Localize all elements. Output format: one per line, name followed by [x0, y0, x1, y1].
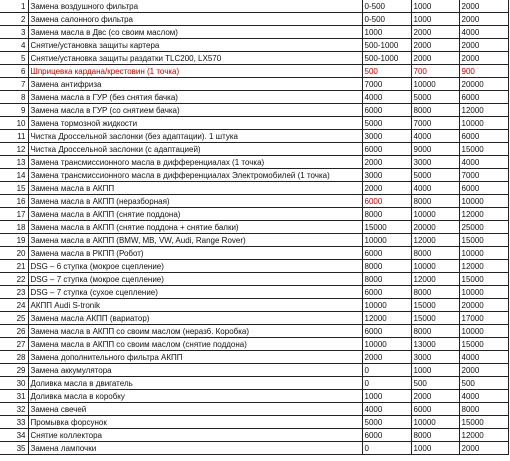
- price-3: 900: [459, 65, 508, 78]
- service-name: [28, 364, 362, 377]
- table-row: [0, 312, 508, 325]
- service-name-text: Замена масла в ГУР (со снятием бачка): [30, 105, 180, 115]
- price-1: 500-1000: [362, 39, 411, 52]
- price-2: 2000: [411, 390, 459, 403]
- service-name: [28, 182, 362, 195]
- price-3: 500: [459, 377, 508, 390]
- row-number: 23: [0, 286, 28, 299]
- price-2: 13000: [411, 338, 459, 351]
- price-2: 10000: [411, 78, 459, 91]
- price-1: 4000: [362, 403, 411, 416]
- price-3: 2000: [459, 364, 508, 377]
- service-name-text: Снятие/установка защиты раздатки TLC200, LX570: [30, 53, 222, 63]
- row-number: 13: [0, 156, 28, 169]
- price-1: 0-500: [362, 0, 411, 13]
- price-2: 1000: [411, 0, 459, 13]
- price-2: 500: [411, 377, 459, 390]
- row-number: 34: [0, 429, 28, 442]
- service-name: [28, 429, 362, 442]
- price-2: 700: [411, 65, 459, 78]
- row-number: 8: [0, 91, 28, 104]
- table-row: [0, 364, 508, 377]
- row-number: 10: [0, 117, 28, 130]
- table-row: [0, 234, 508, 247]
- service-name-text: Замена масла в ГУР (без снятия бачка): [30, 92, 178, 102]
- service-name-text: АКПП Audi S-tronik: [30, 300, 101, 310]
- table-row: [0, 130, 508, 143]
- price-1: 8000: [362, 208, 411, 221]
- row-number: 9: [0, 104, 28, 117]
- table-row: [0, 0, 508, 13]
- service-name-text: Замена масла в РКПП (Робот): [30, 248, 144, 258]
- price-3: 6000: [459, 182, 508, 195]
- service-name: [28, 91, 362, 104]
- row-number: 20: [0, 247, 28, 260]
- row-number: 31: [0, 390, 28, 403]
- price-2: 1000: [411, 13, 459, 26]
- service-name-text: DSG – 7 ступка (мокрое сцепление): [30, 274, 164, 284]
- table-row: [0, 91, 508, 104]
- price-3: 2000: [459, 39, 508, 52]
- row-number: 17: [0, 208, 28, 221]
- service-name: [28, 0, 362, 13]
- row-number: 6: [0, 65, 28, 78]
- table-row: [0, 247, 508, 260]
- table-row: [0, 195, 508, 208]
- price-2: 10000: [411, 208, 459, 221]
- price-3: 10000: [459, 247, 508, 260]
- service-note: (1 точка): [147, 66, 180, 76]
- service-name-text: Замена масла в АКПП (снятие поддона + снятие балки): [30, 222, 239, 232]
- service-name: [28, 273, 362, 286]
- service-name-text: Снятие коллектора: [30, 430, 102, 440]
- service-name: [28, 338, 362, 351]
- service-name: [28, 208, 362, 221]
- price-3: 10000: [459, 195, 508, 208]
- service-name: [28, 325, 362, 338]
- table-row: [0, 78, 508, 91]
- service-name-text: Замена масла в АКПП (неразборная): [30, 196, 170, 206]
- service-name: [28, 13, 362, 26]
- price-2: 3000: [411, 156, 459, 169]
- table-row: [0, 273, 508, 286]
- table-row: [0, 65, 508, 78]
- price-2: 9000: [411, 143, 459, 156]
- service-name-text: Доливка масла в коробку: [30, 391, 125, 401]
- service-name: [28, 390, 362, 403]
- service-name: [28, 377, 362, 390]
- price-1: 500: [362, 65, 411, 78]
- service-name-text: Замена масла в АКПП со своим маслом (снятие поддона): [30, 339, 247, 349]
- row-number: 4: [0, 39, 28, 52]
- price-1: 2000: [362, 351, 411, 364]
- price-2: 8000: [411, 104, 459, 117]
- price-3: 4000: [459, 390, 508, 403]
- price-1: 6000: [362, 286, 411, 299]
- row-number: 1: [0, 0, 28, 13]
- price-3: 12000: [459, 429, 508, 442]
- table-row: [0, 169, 508, 182]
- row-number: 27: [0, 338, 28, 351]
- service-name: [28, 299, 362, 312]
- price-3: 4000: [459, 351, 508, 364]
- price-3: 10000: [459, 325, 508, 338]
- service-name: [28, 247, 362, 260]
- price-1: 6000: [362, 247, 411, 260]
- service-name: [28, 52, 362, 65]
- service-name-text: Замена тормозной жидкости: [30, 118, 138, 128]
- price-1: 10000: [362, 234, 411, 247]
- price-1: 6000: [362, 429, 411, 442]
- service-name: [28, 260, 362, 273]
- table-row: [0, 13, 508, 26]
- price-1: 0: [362, 377, 411, 390]
- price-2: 10000: [411, 260, 459, 273]
- service-name: [28, 169, 362, 182]
- price-3: 20000: [459, 78, 508, 91]
- price-1: 0: [362, 364, 411, 377]
- price-3: 15000: [459, 273, 508, 286]
- service-name: [28, 286, 362, 299]
- row-number: 24: [0, 299, 28, 312]
- service-name-text: Замена масла в АКПП: [30, 183, 115, 193]
- service-name: [28, 65, 362, 78]
- price-3: 17000: [459, 312, 508, 325]
- price-1: 3000: [362, 169, 411, 182]
- service-name-text: DSG – 6 ступка (мокрое сцепление): [30, 261, 164, 271]
- price-1: 6000: [362, 325, 411, 338]
- service-name-text: Замена трансмиссионного масла в дифференциалах (1 точка): [30, 157, 265, 167]
- table-row: [0, 26, 508, 39]
- price-2: 3000: [411, 351, 459, 364]
- table-row: [0, 221, 508, 234]
- row-number: 5: [0, 52, 28, 65]
- table-row: [0, 117, 508, 130]
- price-2: 6000: [411, 403, 459, 416]
- row-number: 15: [0, 182, 28, 195]
- service-name: [28, 39, 362, 52]
- price-3: 2000: [459, 13, 508, 26]
- table-row: [0, 39, 508, 52]
- price-2: 10000: [411, 416, 459, 429]
- price-1: 0: [362, 442, 411, 455]
- table-row: [0, 390, 508, 403]
- service-name: [28, 143, 362, 156]
- row-number: 35: [0, 442, 28, 455]
- price-1: 5000: [362, 416, 411, 429]
- price-1: 6000: [362, 104, 411, 117]
- service-name: [28, 442, 362, 455]
- row-number: 21: [0, 260, 28, 273]
- price-2: 2000: [411, 52, 459, 65]
- row-number: 19: [0, 234, 28, 247]
- price-3: 20000: [459, 299, 508, 312]
- table-row: [0, 351, 508, 364]
- row-number: 29: [0, 364, 28, 377]
- price-2: 12000: [411, 273, 459, 286]
- service-name-text: Замена антифриза: [30, 79, 102, 89]
- price-3: 15000: [459, 338, 508, 351]
- table-row: [0, 442, 508, 455]
- row-number: 22: [0, 273, 28, 286]
- row-number: 28: [0, 351, 28, 364]
- service-name-text: Доливка масла в двигатель: [30, 378, 133, 388]
- service-name: [28, 104, 362, 117]
- price-1: 10000: [362, 299, 411, 312]
- table-row: [0, 143, 508, 156]
- service-name-text: Замена масла в АКПП (BMW, MB, VW, Audi, Range Rover): [30, 235, 246, 245]
- table-row: [0, 260, 508, 273]
- price-2: 2000: [411, 39, 459, 52]
- service-name-text: Замена аккумулятора: [30, 365, 112, 375]
- row-number: 30: [0, 377, 28, 390]
- service-name: [28, 156, 362, 169]
- service-name: [28, 416, 362, 429]
- service-name: [28, 351, 362, 364]
- price-2: 20000: [411, 221, 459, 234]
- price-2: 8000: [411, 195, 459, 208]
- table-row: [0, 52, 508, 65]
- table-row: [0, 182, 508, 195]
- table-row: [0, 403, 508, 416]
- table-row: [0, 208, 508, 221]
- price-1: 5000: [362, 117, 411, 130]
- service-name-text: Замена масла АКПП (вариатор): [30, 313, 150, 323]
- row-number: 7: [0, 78, 28, 91]
- price-3: 2000: [459, 52, 508, 65]
- service-name: [28, 403, 362, 416]
- price-1: 8000: [362, 260, 411, 273]
- price-1: 1000: [362, 26, 411, 39]
- table-row: [0, 104, 508, 117]
- price-3: 25000: [459, 221, 508, 234]
- service-name-text: Промывка форсунок: [30, 417, 107, 427]
- price-2: 8000: [411, 286, 459, 299]
- price-3: 12000: [459, 260, 508, 273]
- service-name-text: Замена масла в АКПП со своим маслом (нераз6. Коробка): [30, 326, 250, 336]
- price-2: 5000: [411, 91, 459, 104]
- service-name-text: Чистка Дроссельной заслонки (без адаптации). 1 штука: [30, 131, 238, 141]
- table-row: [0, 429, 508, 442]
- price-2: 7000: [411, 117, 459, 130]
- price-3: 15000: [459, 234, 508, 247]
- table-row: [0, 156, 508, 169]
- price-1: 10000: [362, 338, 411, 351]
- table-row: [0, 416, 508, 429]
- price-3: 6000: [459, 91, 508, 104]
- service-name-text: Замена трансмиссионного масла в дифференциалах Электромобилей (1 точка): [30, 170, 330, 180]
- price-1: 0-500: [362, 13, 411, 26]
- price-3: 7000: [459, 169, 508, 182]
- row-number: 33: [0, 416, 28, 429]
- price-3: 15000: [459, 143, 508, 156]
- price-3: 6000: [459, 130, 508, 143]
- price-1: 3000: [362, 130, 411, 143]
- service-name-text: Замена воздушного фильтра: [30, 1, 139, 11]
- price-1: 2000: [362, 182, 411, 195]
- price-3: 8000: [459, 403, 508, 416]
- price-2: 8000: [411, 247, 459, 260]
- row-number: 3: [0, 26, 28, 39]
- service-name: [28, 117, 362, 130]
- price-1: 15000: [362, 221, 411, 234]
- price-2: 1000: [411, 364, 459, 377]
- service-name-text: Снятие/установка защиты картера: [30, 40, 160, 50]
- price-2: 1000: [411, 442, 459, 455]
- row-number: 11: [0, 130, 28, 143]
- price-3: 10000: [459, 117, 508, 130]
- price-2: 15000: [411, 299, 459, 312]
- table-row: [0, 377, 508, 390]
- price-2: 4000: [411, 182, 459, 195]
- price-2: 4000: [411, 130, 459, 143]
- row-number: 25: [0, 312, 28, 325]
- price-1: 7000: [362, 78, 411, 91]
- table-row: [0, 299, 508, 312]
- price-3: 4000: [459, 156, 508, 169]
- price-2: 5000: [411, 169, 459, 182]
- service-name: [28, 195, 362, 208]
- service-name: [28, 26, 362, 39]
- price-1: 4000: [362, 91, 411, 104]
- row-number: 18: [0, 221, 28, 234]
- service-name-text: Замена дополнительного фильтра АКПП: [30, 352, 183, 362]
- service-name-text: Замена масла в АКПП (снятие поддона): [30, 209, 181, 219]
- service-name: [28, 234, 362, 247]
- row-number: 14: [0, 169, 28, 182]
- price-2: 15000: [411, 312, 459, 325]
- price-2: 2000: [411, 26, 459, 39]
- table-row: [0, 325, 508, 338]
- price-1: 1000: [362, 390, 411, 403]
- price-1: 8000: [362, 273, 411, 286]
- service-name: [28, 312, 362, 325]
- service-name-text: Шприцевка кардана/крестовин: [30, 66, 145, 76]
- price-3: 2000: [459, 0, 508, 13]
- service-name-text: Чистка Дроссельной заслонки (с адаптацией): [30, 144, 201, 154]
- price-3: 15000: [459, 416, 508, 429]
- row-number: 16: [0, 195, 28, 208]
- price-3: 12000: [459, 208, 508, 221]
- price-1: 6000: [362, 195, 411, 208]
- service-name: [28, 130, 362, 143]
- service-name-text: Замена лампочки: [30, 443, 97, 453]
- table-row: [0, 338, 508, 351]
- row-number: 2: [0, 13, 28, 26]
- price-1: 500-1000: [362, 52, 411, 65]
- service-name-text: Замена салонного фильтра: [30, 14, 133, 24]
- service-name: [28, 78, 362, 91]
- service-name-text: Замена масла в Двс (со своим маслом): [30, 27, 178, 37]
- price-2: 12000: [411, 234, 459, 247]
- service-name: [28, 221, 362, 234]
- price-3: 4000: [459, 26, 508, 39]
- price-2: 8000: [411, 429, 459, 442]
- service-name-text: Замена свечей: [30, 404, 87, 414]
- row-number: 12: [0, 143, 28, 156]
- price-1: 12000: [362, 312, 411, 325]
- row-number: 32: [0, 403, 28, 416]
- service-name-text: DSG – 7 ступка (сухое сцепление): [30, 287, 158, 297]
- price-1: 2000: [362, 156, 411, 169]
- table-row: [0, 286, 508, 299]
- price-2: 8000: [411, 325, 459, 338]
- price-1: 6000: [362, 143, 411, 156]
- price-3: 2000: [459, 442, 508, 455]
- price-3: 12000: [459, 104, 508, 117]
- row-number: 26: [0, 325, 28, 338]
- price-3: 10000: [459, 286, 508, 299]
